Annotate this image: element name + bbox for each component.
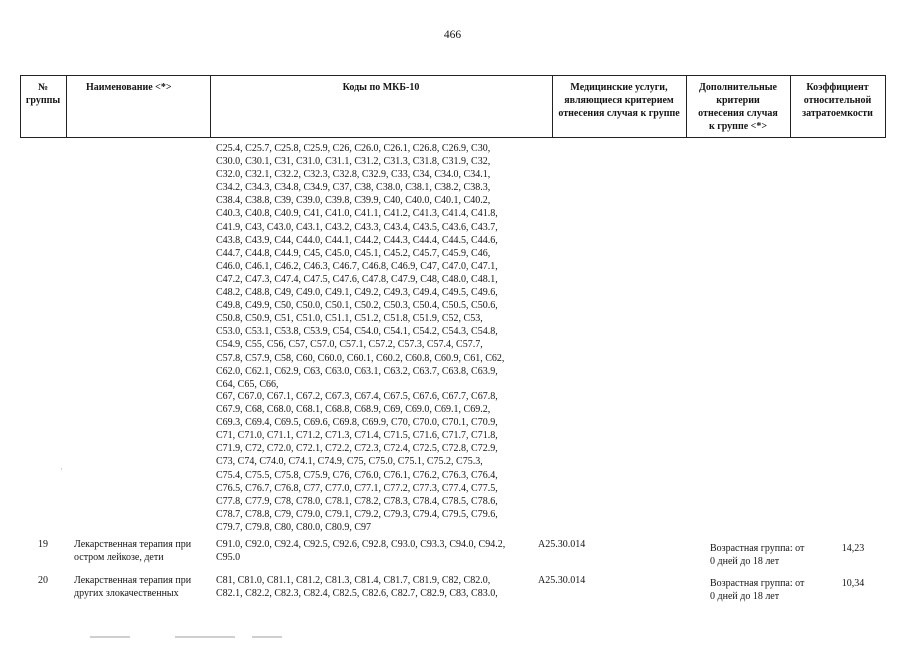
row-group-number: 20 xyxy=(38,575,48,586)
header-name: Наименование <*> xyxy=(86,82,172,93)
header-medical-services: Медицинские услуги, являющиеся критерием отнесения случая к группе xyxy=(558,82,680,119)
row-coefficient: 14,23 xyxy=(841,543,865,554)
row-group-number: 19 xyxy=(38,539,48,550)
page-number: 466 xyxy=(443,29,462,41)
row-additional-criteria: Возрастная группа: от 0 дней до 18 лет xyxy=(710,578,805,603)
row-medical-services: A25.30.014 xyxy=(538,539,586,550)
icd-codes-continuation-1: C25.4, C25.7, C25.8, C25.9, C26, C26.0, C26.1, C26.8, C26.9, C30, C30.0, C30.1, C31, C31.0, C31.1, C31.2, C31.3, C31.8, C31.9, C32, C32.0, C32.1, C32.2, C32.3, C32.8, C32.9, C33, C34, C34.0, C34.1, C34.2, C34.3, C34.8, C34.9, C37, C38, C38.0, C38.1, C38.2, C38.3, C38.4, C38.8, C39, C39.0, C39.8, C39.9, C40, C40.0, C40.1, C40.2, C40.3, C40.8, C40.9, C41, C41.0, C41.1, C41.2, C41.3, C41.4, C41.8, C41.9, C43, C43.0, C43.1, C43.2, C43.3, C43.4, C43.5, C43.6, C43.7, C43.8, C43.9, C44, C44.0, C44.1, C44.2, C44.3, C44.4, C44.5, C44.6, C44.7, C44.8, C44.9, C45, C45.0, C45.1, C45.2, C45.7, C45.9, C46, C46.0, C46.1, C46.2, C46.3, C46.7, C46.8, C46.9, C47, C47.0, C47.1, C47.2, C47.3, C47.4, C47.5, C47.6, C47.8, C47.9, C48, C48.0, C48.1, C48.2, C48.8, C49, C49.0, C49.1, C49.2, C49.3, C49.4, C49.5, C49.6, C49.8, C49.9, C50, C50.0, C50.1, C50.2, C50.3, C50.4, C50.5, C50.6, C50.8, C50.9, C51, C51.0, C51.1, C51.2, C51.8, C51.9, C52, C53, C53.0, C53.1, C53.8, C53.9, C54, C54.0, C54.1, C54.2, C54.3, C54.8, C54.9, C55, C56, C57, C57.0, C57.1, C57.2, C57.3, C57.4, C57.7, C57.8, C57.9, C58, C60, C60.0, C60.1, C60.2, C60.8, C60.9, C61, C62, C62.0, C62.1, C62.9, C63, C63.0, C63.1, C63.2, C63.7, C63.8, C63.9, C64, C65, C66, xyxy=(216,143,505,390)
header-group-number: № группы xyxy=(25,82,61,106)
header-icd-codes: Коды по МКБ-10 xyxy=(342,82,420,93)
row-icd-codes: C81, C81.0, C81.1, C81.2, C81.3, C81.4, C81.7, C81.9, C82, C82.0, C82.1, C82.2, C82.3, C82.4, C82.5, C82.6, C82.7, C82.9, C83, C83.0, xyxy=(216,575,498,600)
scan-mark: · xyxy=(60,465,63,474)
row-medical-services: A25.30.014 xyxy=(538,575,586,586)
column-divider xyxy=(885,75,886,138)
header-additional-criteria: Дополнительные критерии отнесения случая к группе <*> xyxy=(698,82,778,132)
table-top-rule xyxy=(20,75,886,76)
row-icd-codes: C91.0, C92.0, C92.4, C92.5, C92.6, C92.8, C93.0, C93.3, C94.0, C94.2, C95.0 xyxy=(216,539,506,564)
row-name: Лекарственная терапия при других злокачественных xyxy=(74,575,192,600)
icd-codes-continuation-2: C67, C67.0, C67.1, C67.2, C67.3, C67.4, C67.5, C67.6, C67.7, C67.8, C67.9, C68, C68.0, C68.1, C68.8, C68.9, C69, C69.0, C69.1, C69.2, C69.3, C69.4, C69.5, C69.6, C69.8, C69.9, C70, C70.0, C70.1, C70.9, C71, C71.0, C71.1, C71.2, C71.3, C71.4, C71.5, C71.6, C71.7, C71.8, C71.9, C72, C72.0, C72.1, C72.2, C72.3, C72.4, C72.5, C72.8, C72.9, C73, C74, C74.0, C74.1, C74.9, C75, C75.0, C75.1, C75.2, C75.3, C75.4, C75.5, C75.8, C75.9, C76, C76.0, C76.1, C76.2, C76.3, C76.4, C76.5, C76.7, C76.8, C77, C77.0, C77.1, C77.2, C77.3, C77.4, C77.5, C77.8, C77.9, C78, C78.0, C78.1, C78.2, C78.3, C78.4, C78.5, C78.6, C78.7, C78.8, C79, C79.0, C79.1, C79.2, C79.3, C79.4, C79.5, C79.6, C79.7, C79.8, C80, C80.0, C80.9, C97 xyxy=(216,391,498,533)
header-bottom-rule xyxy=(20,137,886,138)
row-coefficient: 10,34 xyxy=(841,578,865,589)
row-name: Лекарственная терапия при остром лейкозе, дети xyxy=(74,539,192,564)
scan-artifact xyxy=(175,636,235,638)
scan-artifact xyxy=(252,636,282,638)
row-additional-criteria: Возрастная группа: от 0 дней до 18 лет xyxy=(710,543,805,568)
column-divider xyxy=(66,75,67,138)
scan-artifact xyxy=(90,636,130,638)
header-coefficient: Коэффициент относительной затратоемкости xyxy=(802,82,873,119)
tariff-table xyxy=(20,75,886,645)
